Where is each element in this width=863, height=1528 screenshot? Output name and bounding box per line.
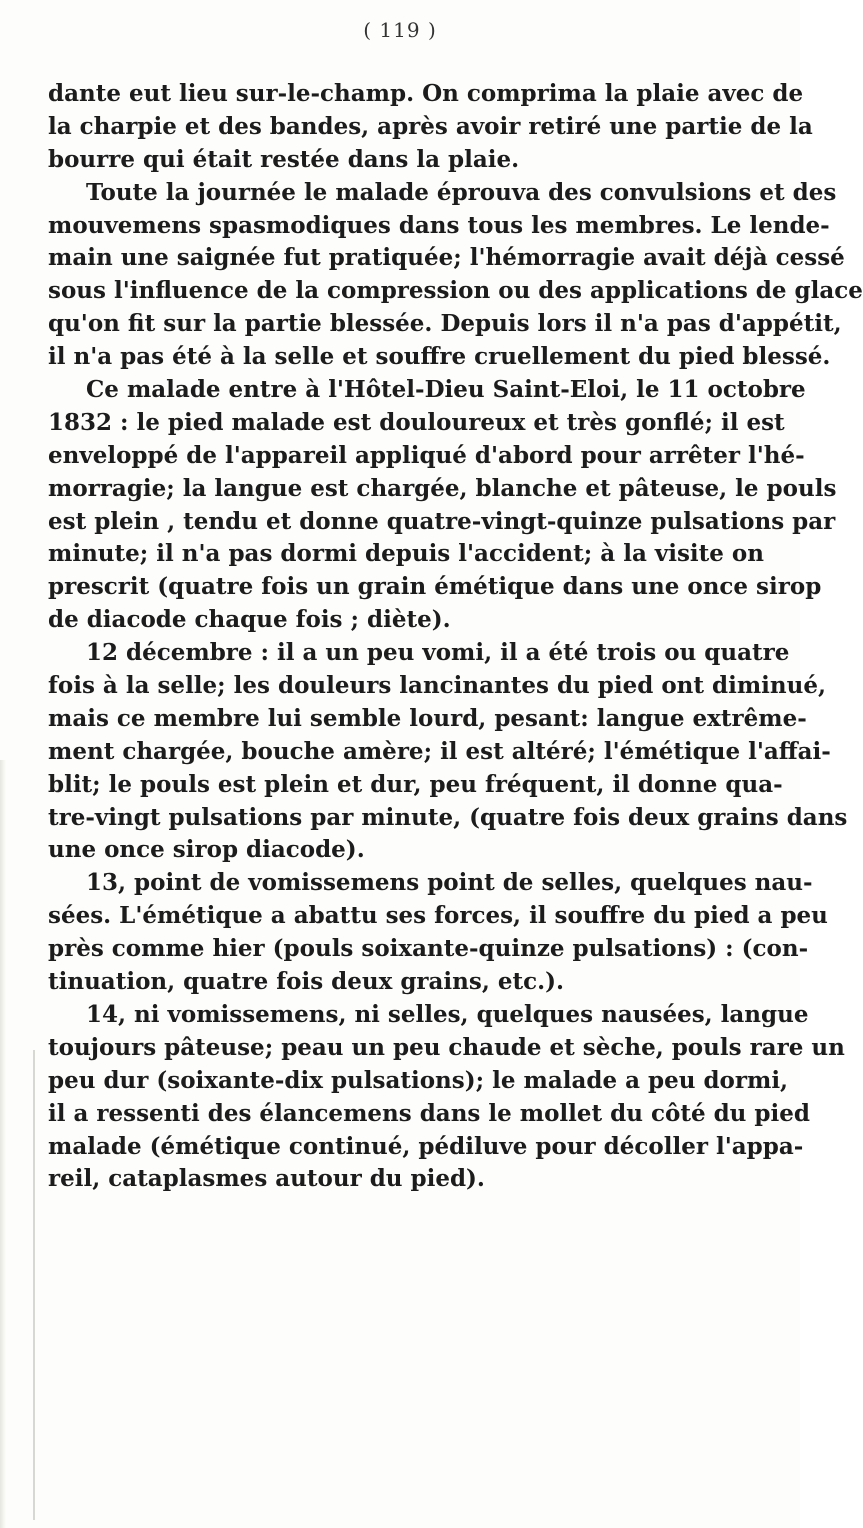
text-line: enveloppé de l'appareil appliqué d'abord pour arrêter l'hé- <box>48 441 805 469</box>
text-line: est plein , tendu et donne quatre-vingt-quinze pulsations par <box>48 507 836 535</box>
text-line: blit; le pouls est plein et dur, peu fréquent, il donne qua- <box>48 770 783 798</box>
page-edge-rule <box>33 1050 35 1520</box>
text-line: mouvemens spasmodiques dans tous les membres. Le lende- <box>48 211 830 239</box>
text-line: reil, cataplasmes autour du pied). <box>48 1165 485 1193</box>
text-line: tre-vingt pulsations par minute, (quatre fois deux grains dans <box>48 803 848 831</box>
text-line: 1832 : le pied malade est douloureux et très gonflé; il est <box>48 408 785 436</box>
paragraph-start: 13, point de vomissemens point de selles, quelques nau- <box>86 869 813 897</box>
text-line: il a ressenti des élancemens dans le mollet du côté du pied <box>48 1099 810 1127</box>
paragraph-start: 12 décembre : il a un peu vomi, il a été trois ou quatre <box>86 639 790 667</box>
text-line: près comme hier (pouls soixante-quinze pulsations) : (con- <box>48 935 809 963</box>
text-line: une once sirop diacode). <box>48 836 365 864</box>
text-line: toujours pâteuse; peau un peu chaude et sèche, pouls rare un <box>48 1033 845 1061</box>
text-line: tinuation, quatre fois deux grains, etc.). <box>48 968 565 996</box>
page-number: ( 119 ) <box>363 18 437 42</box>
text-line: qu'on fit sur la partie blessée. Depuis lors il n'a pas d'appétit, <box>48 310 842 338</box>
text-line: morragie; la langue est chargée, blanche et pâteuse, le pouls <box>48 474 837 502</box>
text-line: main une saignée fut pratiquée; l'hémorragie avait déjà cessé <box>48 244 845 272</box>
paragraph-start: 14, ni vomissemens, ni selles, quelques nausées, langue <box>86 1000 809 1028</box>
text-line: la charpie et des bandes, après avoir retiré une partie de la <box>48 112 813 140</box>
text-line: sées. L'émétique a abattu ses forces, il souffre du pied a peu <box>48 902 828 930</box>
text-line: minute; il n'a pas dormi depuis l'accident; à la visite on <box>48 540 764 568</box>
text-line: fois à la selle; les douleurs lancinantes du pied ont diminué, <box>48 672 827 700</box>
text-line: prescrit (quatre fois un grain émétique dans une once sirop <box>48 573 822 601</box>
text-line: il n'a pas été à la selle et souffre cruellement du pied blessé. <box>48 343 831 371</box>
text-line: peu dur (soixante-dix pulsations); le malade a peu dormi, <box>48 1066 789 1094</box>
page-gutter-shadow <box>0 760 6 1528</box>
text-line: de diacode chaque fois ; diète). <box>48 606 451 634</box>
body-text <box>48 78 863 1196</box>
text-line: bourre qui était restée dans la plaie. <box>48 145 520 173</box>
text-line: malade (émétique continué, pédiluve pour décoller l'appa- <box>48 1132 804 1160</box>
text-line: mais ce membre lui semble lourd, pesant: langue extrême- <box>48 704 807 732</box>
text-line: ment chargée, bouche amère; il est altéré; l'émétique l'affai- <box>48 737 831 765</box>
text-line: sous l'influence de la compression ou des applications de glace <box>48 277 863 305</box>
paragraph-start: Ce malade entre à l'Hôtel-Dieu Saint-Eloi, le 11 octobre <box>86 376 806 404</box>
text-line: dante eut lieu sur-le-champ. On comprima la plaie avec de <box>48 80 804 107</box>
paragraph-start: Toute la journée le malade éprouva des convulsions et des <box>86 178 837 206</box>
